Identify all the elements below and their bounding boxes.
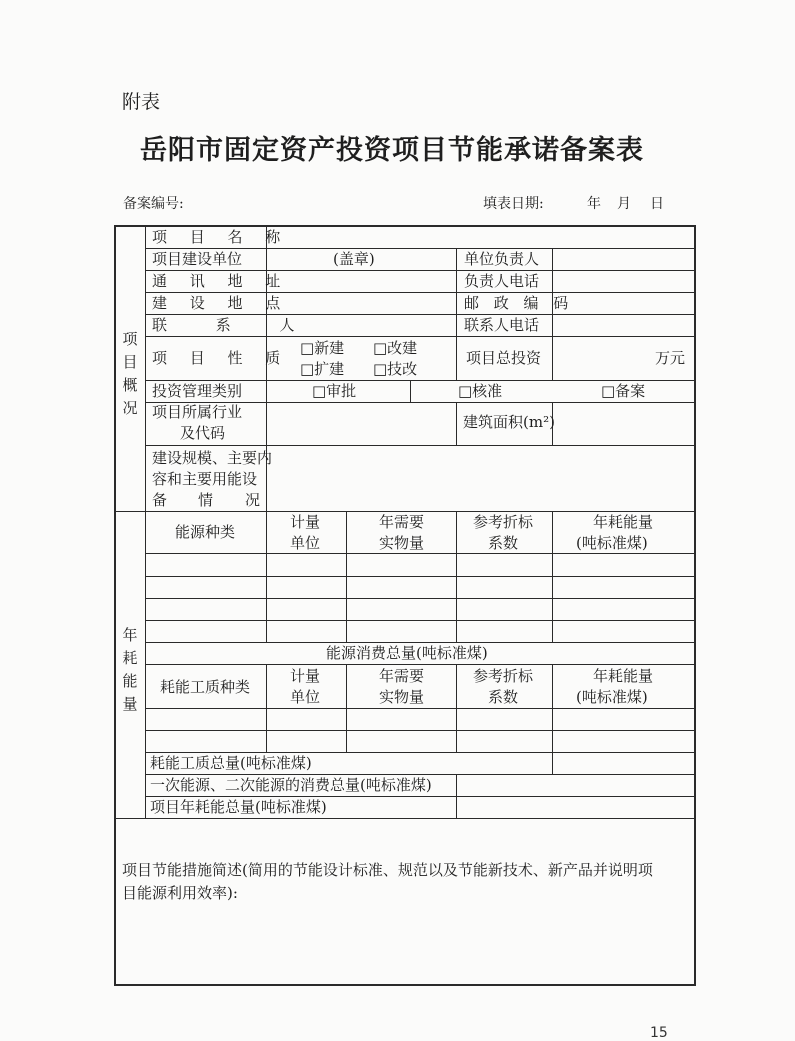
header-medium-energy-1: 年耗能量 [593,667,654,685]
label-contact-phone: 联系人电话 [464,316,540,334]
section-energy-label: 年耗能量 [122,626,138,713]
header-coef-1: 参考折标 [473,513,534,531]
field-postcode[interactable] [558,296,690,312]
field-contact[interactable] [272,318,452,334]
label-construction-unit: 项目建设单位 [152,250,243,268]
header-medium-coef-2: 系数 [488,688,519,706]
field-unit-head[interactable] [558,252,690,268]
medium-total-label: 耗能工质总量(吨标准煤) [150,754,312,772]
header-annual-energy-1: 年耗能量 [593,513,654,531]
field-building-area[interactable] [558,415,690,431]
label-project-name: 项 目 名 称 [152,228,290,246]
header-medium-type: 耗能工质种类 [160,678,251,696]
header-qty-1: 年需要 [379,513,425,531]
header-unit-2: 单位 [290,534,321,552]
label-building-area: 建筑面积(m²) [463,413,555,431]
field-contact-phone[interactable] [558,318,690,334]
field-scale[interactable] [272,450,692,508]
label-unit-head: 单位负责人 [464,250,540,268]
month-label: 月 [617,196,631,212]
header-medium-unit-2: 单位 [290,688,321,706]
header-annual-energy-2: (吨标准煤) [576,534,648,552]
label-contact: 联 系 人 [152,316,317,334]
header-medium-coef-1: 参考折标 [473,667,534,685]
field-industry[interactable] [272,415,452,431]
field-measures[interactable] [120,908,690,978]
checkbox-tech[interactable]: □技改 [373,360,418,378]
label-address: 通 讯 地 址 [152,272,290,290]
label-scale-3b: 情 [198,491,214,509]
checkbox-verify[interactable]: □核准 [458,382,503,400]
label-postcode: 邮 政 编 码 [464,294,574,312]
header-medium-qty-2: 实物量 [379,688,425,706]
checkbox-record[interactable]: □备案 [601,382,646,400]
checkbox-expand[interactable]: □扩建 [300,360,345,378]
fill-date-label: 填表日期: [483,196,544,212]
checkbox-new[interactable]: □新建 [300,339,345,357]
measures-line-1: 项目节能措施简述(简用的节能设计标准、规范以及节能新技术、新产品并说明项 [122,861,653,879]
section-overview-label: 项目概况 [122,330,138,417]
seal-note: (盖章) [333,250,375,268]
label-site: 建 设 地 点 [152,294,290,312]
primary-secondary-total-label: 一次能源、二次能源的消费总量(吨标准煤) [150,776,432,794]
record-no-label: 备案编号: [123,196,184,212]
project-annual-total-label: 项目年耗能总量(吨标准煤) [150,798,327,816]
year-label: 年 [587,196,601,212]
header-coef-2: 系数 [488,534,519,552]
label-industry: 项目所属行业 [152,403,243,421]
day-label: 日 [650,196,664,212]
header-medium-energy-2: (吨标准煤) [576,688,648,706]
header-medium-unit-1: 计量 [290,667,321,685]
checkbox-rebuild[interactable]: □改建 [373,339,418,357]
page-title: 岳阳市固定资产投资项目节能承诺备案表 [140,135,644,166]
label-head-phone: 负责人电话 [464,272,540,290]
field-project-name[interactable] [272,230,692,246]
field-address[interactable] [272,274,452,290]
label-total-investment: 项目总投资 [466,349,542,367]
header-medium-qty-1: 年需要 [379,667,425,685]
header-unit-1: 计量 [290,513,321,531]
label-scale-2: 容和主要用能设 [152,470,258,488]
field-total-investment[interactable] [558,351,648,367]
label-management-type: 投资管理类别 [152,382,243,400]
header-qty-2: 实物量 [379,534,425,552]
checkbox-approve[interactable]: □审批 [312,382,357,400]
header-energy-type: 能源种类 [175,523,236,541]
page-number: 15 [650,1025,668,1041]
label-scale-3a: 备 [152,491,168,509]
appendix-label: 附表 [122,91,161,113]
measures-line-2: 目能源利用效率): [122,884,238,902]
label-project-nature: 项 目 性 质 [152,349,290,367]
label-industry-code: 及代码 [180,424,226,442]
label-scale-1: 建设规模、主要内 [152,449,273,467]
field-site[interactable] [272,296,452,312]
energy-consumption-total-label: 能源消费总量(吨标准煤) [326,644,488,662]
investment-unit: 万元 [655,349,686,367]
field-head-phone[interactable] [558,274,690,290]
label-scale-3c: 况 [245,491,261,509]
